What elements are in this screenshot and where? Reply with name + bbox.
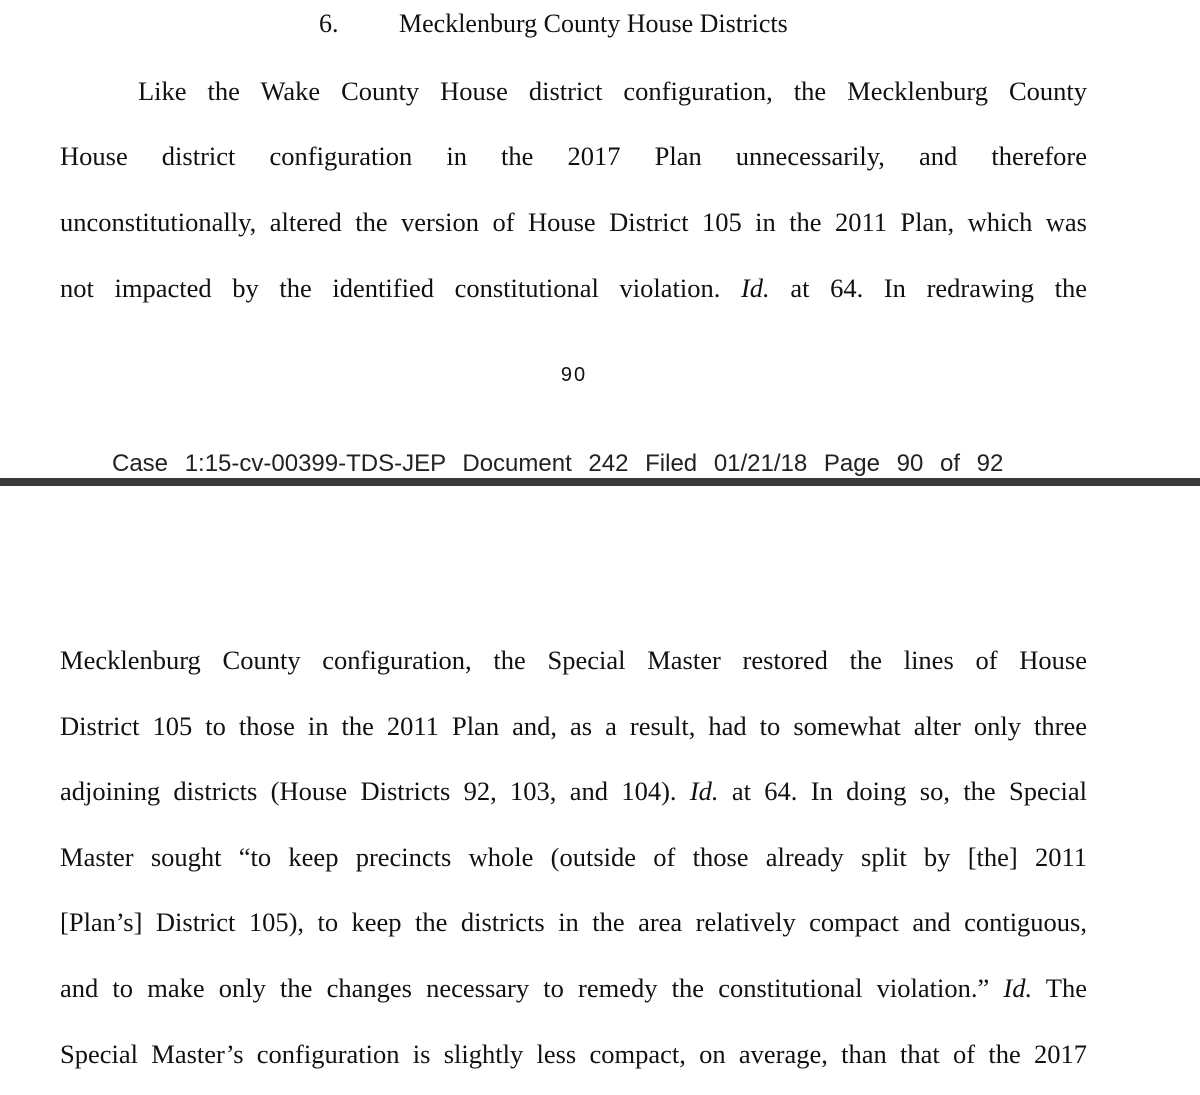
page-number: 90: [560, 364, 588, 386]
paragraph-line: District 105 to those in the 2011 Plan and, as a result, had to somewhat alter only three: [60, 711, 1087, 741]
paragraph-line: unconstitutionally, altered the version of House District 105 in the 2011 Plan, which was: [60, 207, 1087, 237]
paragraph-line: not impacted by the identified constitutional violation. Id. at 64. In redrawing the: [60, 273, 1087, 303]
paragraph-line: adjoining districts (House Districts 92, 103, and 104). Id. at 64. In doing so, the Special: [60, 776, 1088, 806]
paragraph-line: Like the Wake County House district configuration, the Mecklenburg County: [138, 76, 1087, 106]
document-page-bottom: [0, 486, 1200, 1095]
paragraph-line: House district configuration in the 2017 Plan unnecessarily, and therefore: [60, 141, 1087, 171]
citation-id: Id.: [689, 776, 719, 806]
case-header: Case 1:15-cv-00399-TDS-JEP Document 242 Filed 01/21/18 Page 90 of 92: [112, 450, 1004, 477]
citation-id: Id.: [1003, 973, 1033, 1003]
paragraph-line: [Plan’s] District 105), to keep the districts in the area relatively compact and contiguous,: [60, 907, 1087, 937]
paragraph-line: Mecklenburg County configuration, the Special Master restored the lines of House: [60, 645, 1087, 675]
citation-id: Id.: [740, 273, 770, 303]
section-title: Mecklenburg County House Districts: [399, 9, 788, 38]
paragraph-line: and to make only the changes necessary to remedy the constitutional violation.” Id. The: [60, 973, 1087, 1003]
document-page-top: [0, 0, 1200, 480]
paragraph-line: Master sought “to keep precincts whole (outside of those already split by [the] 2011: [60, 842, 1087, 872]
page-divider: [0, 478, 1200, 486]
paragraph-line: Special Master’s configuration is slightly less compact, on average, than that of the 2017: [60, 1039, 1087, 1069]
section-number: 6.: [319, 9, 339, 38]
